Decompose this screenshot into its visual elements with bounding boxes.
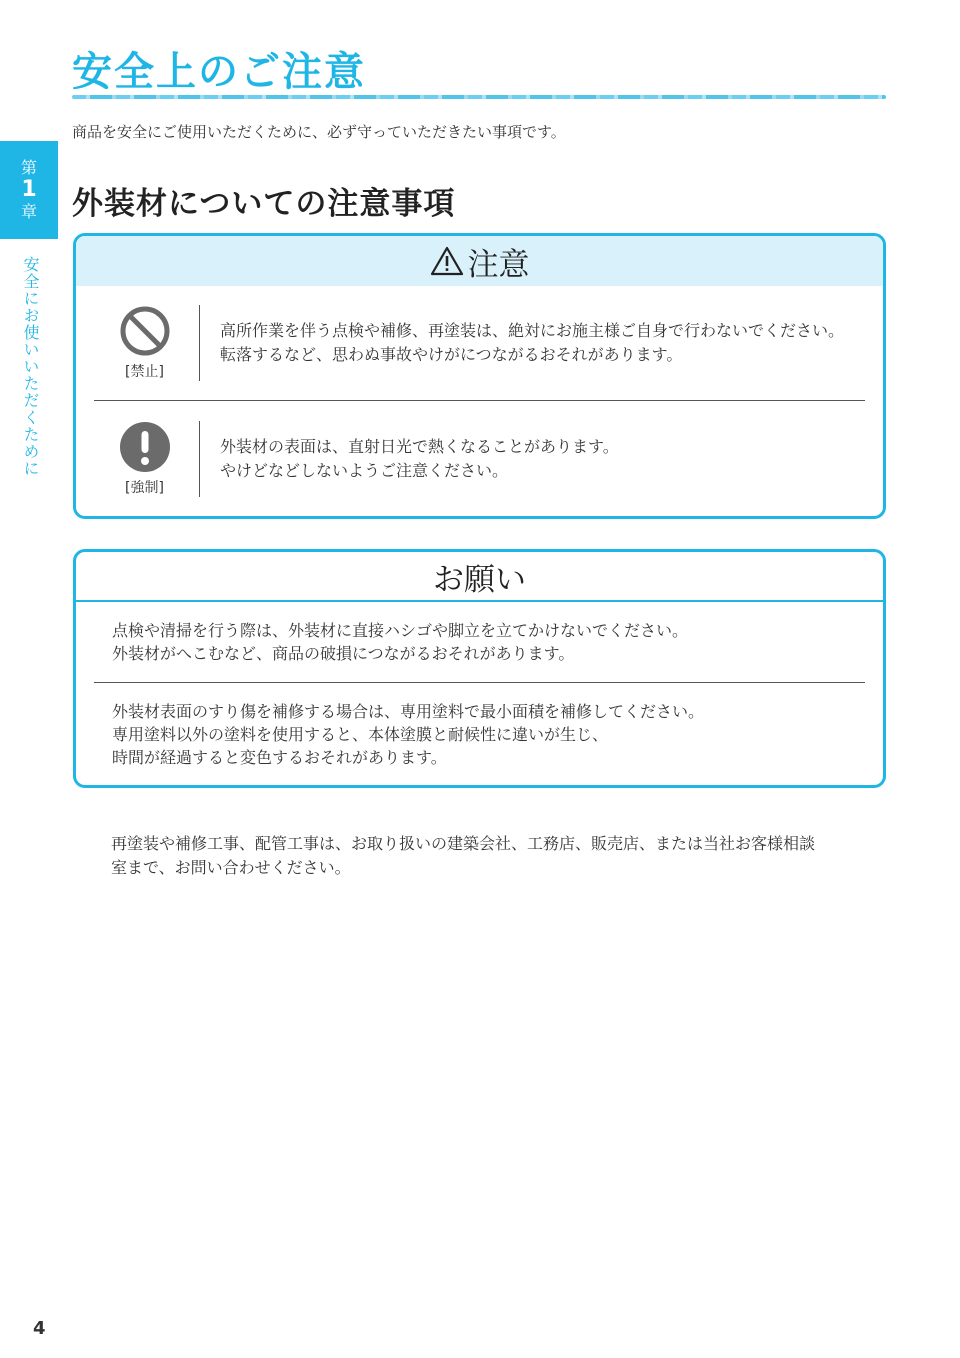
prohibition-icon xyxy=(119,305,171,357)
title-underline xyxy=(72,95,886,99)
caution-line: 高所作業を伴う点検や補修、再塗装は、絶対にお施主様ご自身で行わないでください。 xyxy=(220,321,845,340)
intro-text: 商品を安全にご使用いただくために、必ず守っていただきたい事項です。 xyxy=(72,123,566,141)
chapter-suffix: 章 xyxy=(20,201,37,221)
prohibition-label: [禁止] xyxy=(125,364,164,380)
request-block xyxy=(76,602,883,682)
request-box xyxy=(73,549,886,788)
caution-line: やけどなどしないようご注意ください。 xyxy=(220,461,509,480)
page-number: 4 xyxy=(33,1318,46,1339)
caution-row xyxy=(76,401,883,517)
request-line: 外装材がへこむなど、商品の破損につながるおそれがあります。 xyxy=(112,644,575,663)
request-line: 専用塗料以外の塗料を使用すると、本体塗膜と耐候性に違いが生じ、 xyxy=(112,725,609,744)
chapter-number: 1 xyxy=(21,177,37,203)
chapter-prefix: 第 xyxy=(20,157,37,177)
note-line: 室まで、お問い合わせください。 xyxy=(111,858,351,877)
chapter-tab xyxy=(0,141,58,239)
caution-header xyxy=(76,236,883,286)
request-title: お願い xyxy=(433,561,526,598)
caution-box xyxy=(73,233,886,519)
icon-column xyxy=(76,305,199,381)
contact-note xyxy=(111,832,871,880)
mandatory-label: [強制] xyxy=(125,480,164,496)
icon-column xyxy=(76,421,199,497)
chapter-side-label: 安全にお使いいただくために xyxy=(21,256,40,477)
request-line: 外装材表面のすり傷を補修する場合は、専用塗料で最小面積を補修してください。 xyxy=(112,702,705,721)
section-heading: 外装材についての注意事項 xyxy=(72,186,456,222)
caution-title: 注意 xyxy=(467,246,530,283)
request-block xyxy=(76,683,883,769)
request-line: 時間が経過すると変色するおそれがあります。 xyxy=(112,748,447,767)
mandatory-icon xyxy=(119,421,171,473)
page-title: 安全上のご注意 xyxy=(72,49,366,95)
caution-line: 転落するなど、思わぬ事故やけがにつながるおそれがあります。 xyxy=(220,345,683,364)
warning-triangle-icon xyxy=(430,246,464,276)
request-line: 点検や清掃を行う際は、外装材に直接ハシゴや脚立を立てかけないでください。 xyxy=(112,621,689,640)
caution-row xyxy=(76,286,883,400)
caution-line: 外装材の表面は、直射日光で熱くなることがあります。 xyxy=(220,437,619,456)
request-header xyxy=(76,552,883,602)
caution-text xyxy=(200,319,844,367)
note-line: 再塗装や補修工事、配管工事は、お取り扱いの建築会社、工務店、販売店、または当社お客様相談 xyxy=(111,834,816,853)
caution-text xyxy=(200,435,619,483)
